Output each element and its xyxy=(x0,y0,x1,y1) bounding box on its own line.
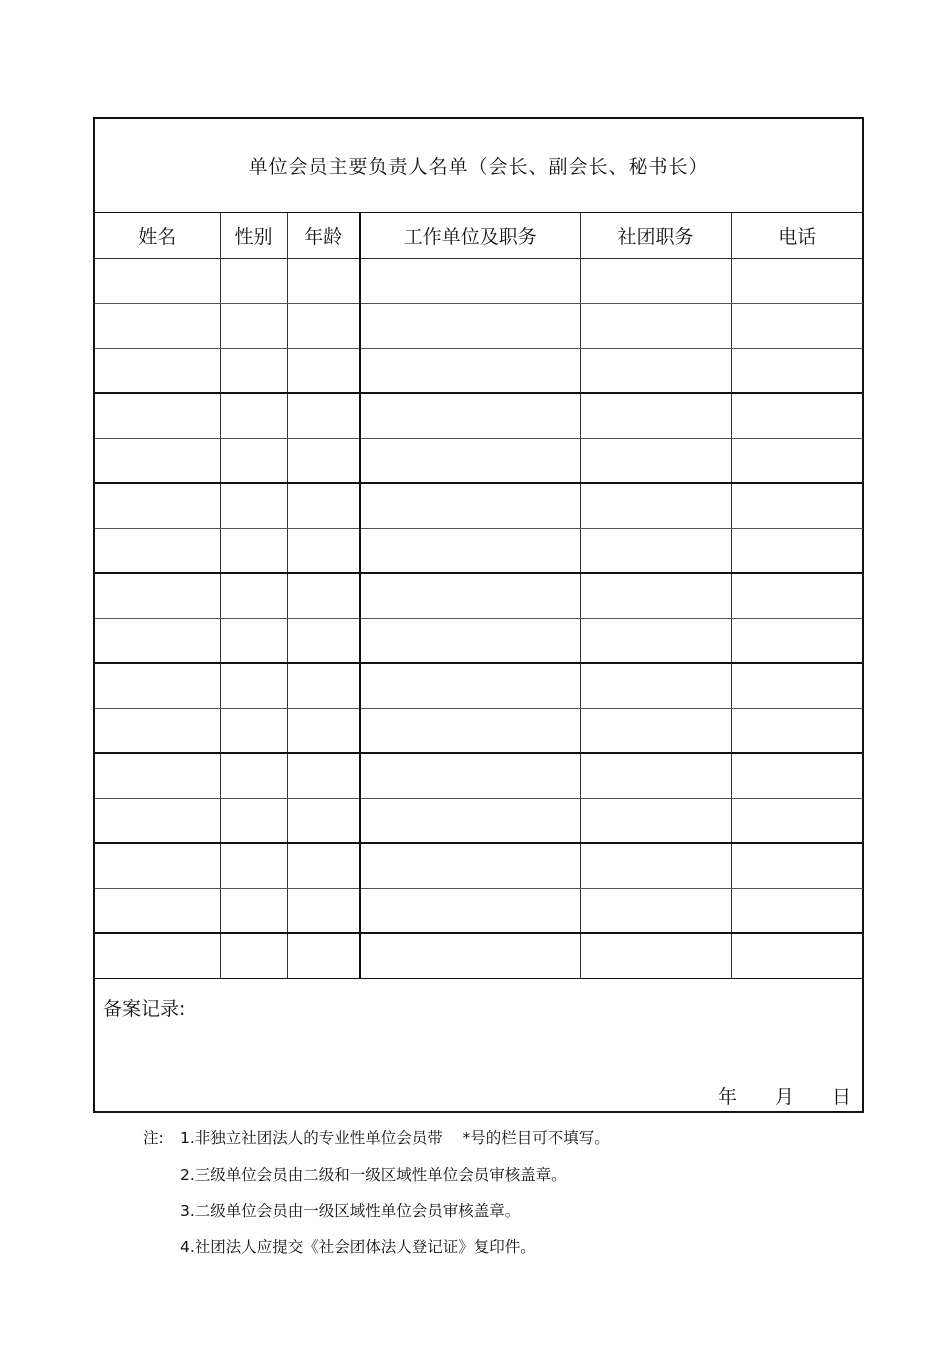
cell-age[interactable] xyxy=(287,888,360,933)
cell-phone[interactable] xyxy=(731,888,863,933)
column-header-name: 姓名 xyxy=(95,213,220,258)
note-item: 3.二级单位会员由一级区域性单位会员审核盖章。 xyxy=(180,1202,521,1220)
cell-age[interactable] xyxy=(287,618,360,663)
table-body xyxy=(95,258,863,978)
date-month-label: 月 xyxy=(775,1086,795,1108)
cell-phone[interactable] xyxy=(731,618,863,663)
cell-workplace-position[interactable] xyxy=(360,753,580,798)
table-row xyxy=(95,528,863,573)
cell-name[interactable] xyxy=(95,708,220,753)
cell-gender[interactable] xyxy=(220,753,287,798)
cell-gender[interactable] xyxy=(220,393,287,438)
cell-name[interactable] xyxy=(95,483,220,528)
cell-gender[interactable] xyxy=(220,573,287,618)
column-header-gender: 性别 xyxy=(220,213,287,258)
cell-gender[interactable] xyxy=(220,348,287,393)
cell-workplace-position[interactable] xyxy=(360,528,580,573)
cell-age[interactable] xyxy=(287,573,360,618)
cell-association-position[interactable] xyxy=(580,708,731,753)
cell-age[interactable] xyxy=(287,708,360,753)
cell-name[interactable] xyxy=(95,618,220,663)
cell-workplace-position[interactable] xyxy=(360,798,580,843)
cell-age[interactable] xyxy=(287,528,360,573)
record-section xyxy=(95,978,862,1112)
cell-age[interactable] xyxy=(287,348,360,393)
cell-association-position[interactable] xyxy=(580,843,731,888)
cell-workplace-position[interactable] xyxy=(360,708,580,753)
note-item: 1.非独立社团法人的专业性单位会员带 *号的栏目可不填写。 xyxy=(180,1129,610,1147)
cell-workplace-position[interactable] xyxy=(360,348,580,393)
cell-age[interactable] xyxy=(287,303,360,348)
cell-phone[interactable] xyxy=(731,843,863,888)
column-header-age: 年龄 xyxy=(287,213,360,258)
cell-gender[interactable] xyxy=(220,438,287,483)
table-row xyxy=(95,258,863,303)
cell-name[interactable] xyxy=(95,303,220,348)
form-title-area xyxy=(95,119,862,213)
cell-name[interactable] xyxy=(95,393,220,438)
table-row xyxy=(95,888,863,933)
cell-association-position[interactable] xyxy=(580,753,731,798)
cell-workplace-position[interactable] xyxy=(360,618,580,663)
table-row xyxy=(95,933,863,978)
cell-association-position[interactable] xyxy=(580,573,731,618)
cell-gender[interactable] xyxy=(220,303,287,348)
cell-phone[interactable] xyxy=(731,798,863,843)
cell-gender[interactable] xyxy=(220,708,287,753)
table-row xyxy=(95,438,863,483)
table-row xyxy=(95,663,863,708)
column-header-association-position: 社团职务 xyxy=(580,213,731,258)
cell-gender[interactable] xyxy=(220,483,287,528)
cell-name[interactable] xyxy=(95,573,220,618)
cell-age[interactable] xyxy=(287,483,360,528)
cell-phone[interactable] xyxy=(731,348,863,393)
cell-name[interactable] xyxy=(95,438,220,483)
cell-workplace-position[interactable] xyxy=(360,933,580,978)
cell-age[interactable] xyxy=(287,393,360,438)
cell-association-position[interactable] xyxy=(580,618,731,663)
cell-name[interactable] xyxy=(95,663,220,708)
notes-prefix: 注: xyxy=(143,1129,164,1147)
cell-association-position[interactable] xyxy=(580,393,731,438)
cell-gender[interactable] xyxy=(220,933,287,978)
cell-age[interactable] xyxy=(287,438,360,483)
cell-phone[interactable] xyxy=(731,393,863,438)
cell-workplace-position[interactable] xyxy=(360,663,580,708)
cell-association-position[interactable] xyxy=(580,303,731,348)
cell-gender[interactable] xyxy=(220,528,287,573)
date-day-label: 日 xyxy=(832,1086,852,1108)
cell-workplace-position[interactable] xyxy=(360,888,580,933)
cell-phone[interactable] xyxy=(731,528,863,573)
cell-phone[interactable] xyxy=(731,303,863,348)
cell-phone[interactable] xyxy=(731,708,863,753)
table-row xyxy=(95,573,863,618)
cell-workplace-position[interactable] xyxy=(360,258,580,303)
cell-association-position[interactable] xyxy=(580,888,731,933)
table-header-row xyxy=(95,213,863,258)
cell-phone[interactable] xyxy=(731,258,863,303)
cell-age[interactable] xyxy=(287,258,360,303)
leaders-table xyxy=(95,213,863,979)
cell-workplace-position[interactable] xyxy=(360,303,580,348)
cell-age[interactable] xyxy=(287,798,360,843)
cell-workplace-position[interactable] xyxy=(360,573,580,618)
table-row xyxy=(95,753,863,798)
cell-gender[interactable] xyxy=(220,663,287,708)
column-header-phone: 电话 xyxy=(731,213,863,258)
cell-gender[interactable] xyxy=(220,798,287,843)
cell-age[interactable] xyxy=(287,843,360,888)
cell-name[interactable] xyxy=(95,528,220,573)
cell-phone[interactable] xyxy=(731,438,863,483)
cell-name[interactable] xyxy=(95,258,220,303)
cell-association-position[interactable] xyxy=(580,663,731,708)
cell-workplace-position[interactable] xyxy=(360,438,580,483)
table-row xyxy=(95,618,863,663)
cell-phone[interactable] xyxy=(731,663,863,708)
date-year-label: 年 xyxy=(718,1086,738,1108)
table-row xyxy=(95,483,863,528)
cell-gender[interactable] xyxy=(220,888,287,933)
cell-phone[interactable] xyxy=(731,573,863,618)
cell-gender[interactable] xyxy=(220,258,287,303)
cell-workplace-position[interactable] xyxy=(360,843,580,888)
cell-name[interactable] xyxy=(95,753,220,798)
cell-workplace-position[interactable] xyxy=(360,393,580,438)
cell-gender[interactable] xyxy=(220,843,287,888)
cell-phone[interactable] xyxy=(731,933,863,978)
cell-age[interactable] xyxy=(287,753,360,798)
cell-association-position[interactable] xyxy=(580,798,731,843)
table-row xyxy=(95,798,863,843)
cell-phone[interactable] xyxy=(731,483,863,528)
cell-workplace-position[interactable] xyxy=(360,483,580,528)
cell-association-position[interactable] xyxy=(580,348,731,393)
cell-association-position[interactable] xyxy=(580,258,731,303)
cell-name[interactable] xyxy=(95,798,220,843)
cell-name[interactable] xyxy=(95,888,220,933)
table-row xyxy=(95,708,863,753)
cell-association-position[interactable] xyxy=(580,933,731,978)
member-leaders-form xyxy=(93,117,864,1113)
form-title: 单位会员主要负责人名单（会长、副会长、秘书长） xyxy=(248,156,709,178)
table-row xyxy=(95,303,863,348)
cell-name[interactable] xyxy=(95,933,220,978)
table-row xyxy=(95,393,863,438)
cell-gender[interactable] xyxy=(220,618,287,663)
table-row xyxy=(95,348,863,393)
cell-age[interactable] xyxy=(287,663,360,708)
cell-name[interactable] xyxy=(95,348,220,393)
cell-association-position[interactable] xyxy=(580,483,731,528)
cell-phone[interactable] xyxy=(731,753,863,798)
column-header-workplace-position: 工作单位及职务 xyxy=(360,213,580,258)
cell-name[interactable] xyxy=(95,843,220,888)
cell-age[interactable] xyxy=(287,933,360,978)
note-item: 2.三级单位会员由二级和一级区域性单位会员审核盖章。 xyxy=(180,1166,567,1184)
cell-association-position[interactable] xyxy=(580,438,731,483)
record-label: 备案记录: xyxy=(103,998,186,1020)
note-item: 4.社团法人应提交《社会团体法人登记证》复印件。 xyxy=(180,1238,536,1256)
cell-association-position[interactable] xyxy=(580,528,731,573)
table-row xyxy=(95,843,863,888)
